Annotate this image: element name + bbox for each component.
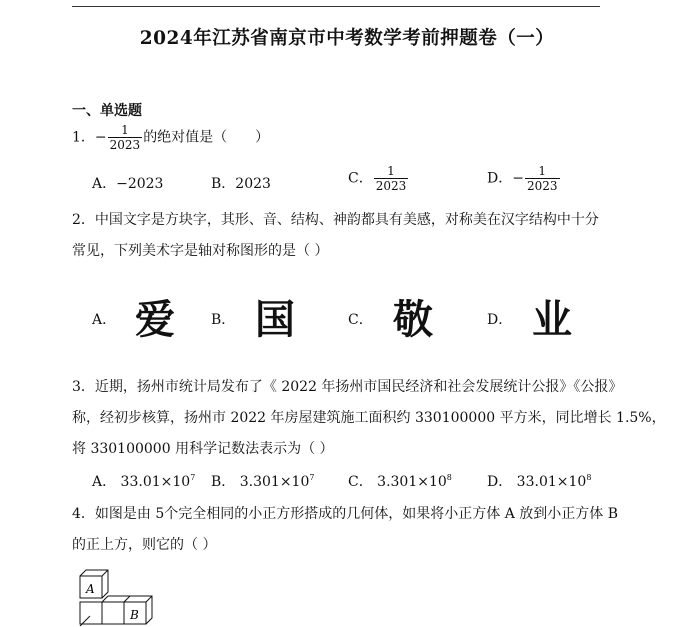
- q1-option-a: A．−2023: [92, 176, 164, 192]
- q2-option-d-char: 业: [532, 297, 572, 343]
- question-3-line-3: 将 330100000 用科学记数法表示为（ ）: [72, 441, 334, 457]
- q3-option-d: [487, 471, 591, 491]
- cube-bottom-left: [80, 602, 102, 624]
- q1-option-d: [487, 165, 561, 192]
- question-4-line-2: 的正上方，则它的（ ）: [72, 537, 217, 553]
- q1-option-d-label: D．−: [487, 170, 524, 187]
- exam-title: 2024年江苏省南京市中考数学考前押题卷（一）: [139, 28, 555, 49]
- q1-prefix: 1．−: [72, 129, 107, 146]
- q2-option-a-label: A．: [92, 312, 117, 328]
- q3-c-base: C． 3.301×10: [348, 474, 447, 490]
- q1-frac-num: 1: [108, 124, 143, 138]
- question-1: [72, 124, 269, 151]
- q3-option-a: [92, 471, 195, 491]
- q2-option-d-label: D．: [487, 312, 513, 328]
- cube-figure: [70, 566, 180, 627]
- q3-option-b: [211, 471, 314, 491]
- cube-b-edge: [146, 596, 152, 602]
- q1-option-c-label: C．: [348, 170, 373, 187]
- q3-a-exp: 7: [190, 473, 196, 482]
- q2-option-c-char: 敬: [393, 297, 433, 343]
- q1-option-c: [348, 165, 409, 192]
- q1-c-den: 2023: [375, 179, 407, 193]
- cube-label-a: A: [86, 582, 95, 596]
- question-3-line-2: 称，经初步核算，扬州市 2022 年房屋建筑施工面积约 330100000 平方米，同比增长 1.5%，: [72, 410, 666, 426]
- q1-suffix: 的绝对值是（ ）: [143, 129, 270, 146]
- q3-d-exp: 8: [586, 473, 592, 482]
- q3-a-base: A． 33.01×10: [92, 474, 191, 490]
- question-2-line-2: 常见，下列美术字是轴对称图形的是（ ）: [72, 243, 329, 259]
- section-heading: 一、单选题: [72, 103, 142, 119]
- question-2-line-1: 2．中国文字是方块字，其形、音、结构、神韵都具有美感，对称美在汉字结构中十分: [72, 212, 599, 228]
- q1-fraction: [108, 124, 143, 151]
- q1-frac-den: 2023: [109, 138, 141, 152]
- q3-b-exp: 7: [309, 473, 315, 482]
- q2-option-c-label: C．: [348, 312, 373, 328]
- question-4-line-1: 4．如图是由 5个完全相同的小正方形搭成的几何体，如果将小正方体 A 放到小正方体 B: [72, 506, 619, 522]
- q2-option-b-label: B．: [211, 312, 236, 328]
- header-rule: [72, 6, 600, 7]
- q2-option-b-char: 国: [255, 297, 295, 343]
- q3-option-c: [348, 471, 452, 491]
- q3-d-base: D． 33.01×10: [487, 474, 587, 490]
- cube-bottom-mid: [102, 602, 124, 624]
- q1-c-num: 1: [374, 165, 409, 179]
- q3-c-exp: 8: [446, 473, 452, 482]
- q1-option-b: B．2023: [211, 176, 271, 192]
- q1-option-d-fraction: [525, 165, 560, 192]
- cube-label-b: B: [130, 608, 139, 622]
- q1-d-den: 2023: [526, 179, 558, 193]
- q2-option-a-char: 爱: [135, 297, 175, 343]
- q1-option-c-fraction: [374, 165, 409, 192]
- q3-b-base: B． 3.301×10: [211, 474, 310, 490]
- q1-d-num: 1: [525, 165, 560, 179]
- cube-a-edge: [102, 570, 108, 576]
- question-3-line-1: 3．近期，扬州市统计局发布了《 2022 年扬州市国民经济和社会发展统计公报》《公报》: [72, 379, 623, 395]
